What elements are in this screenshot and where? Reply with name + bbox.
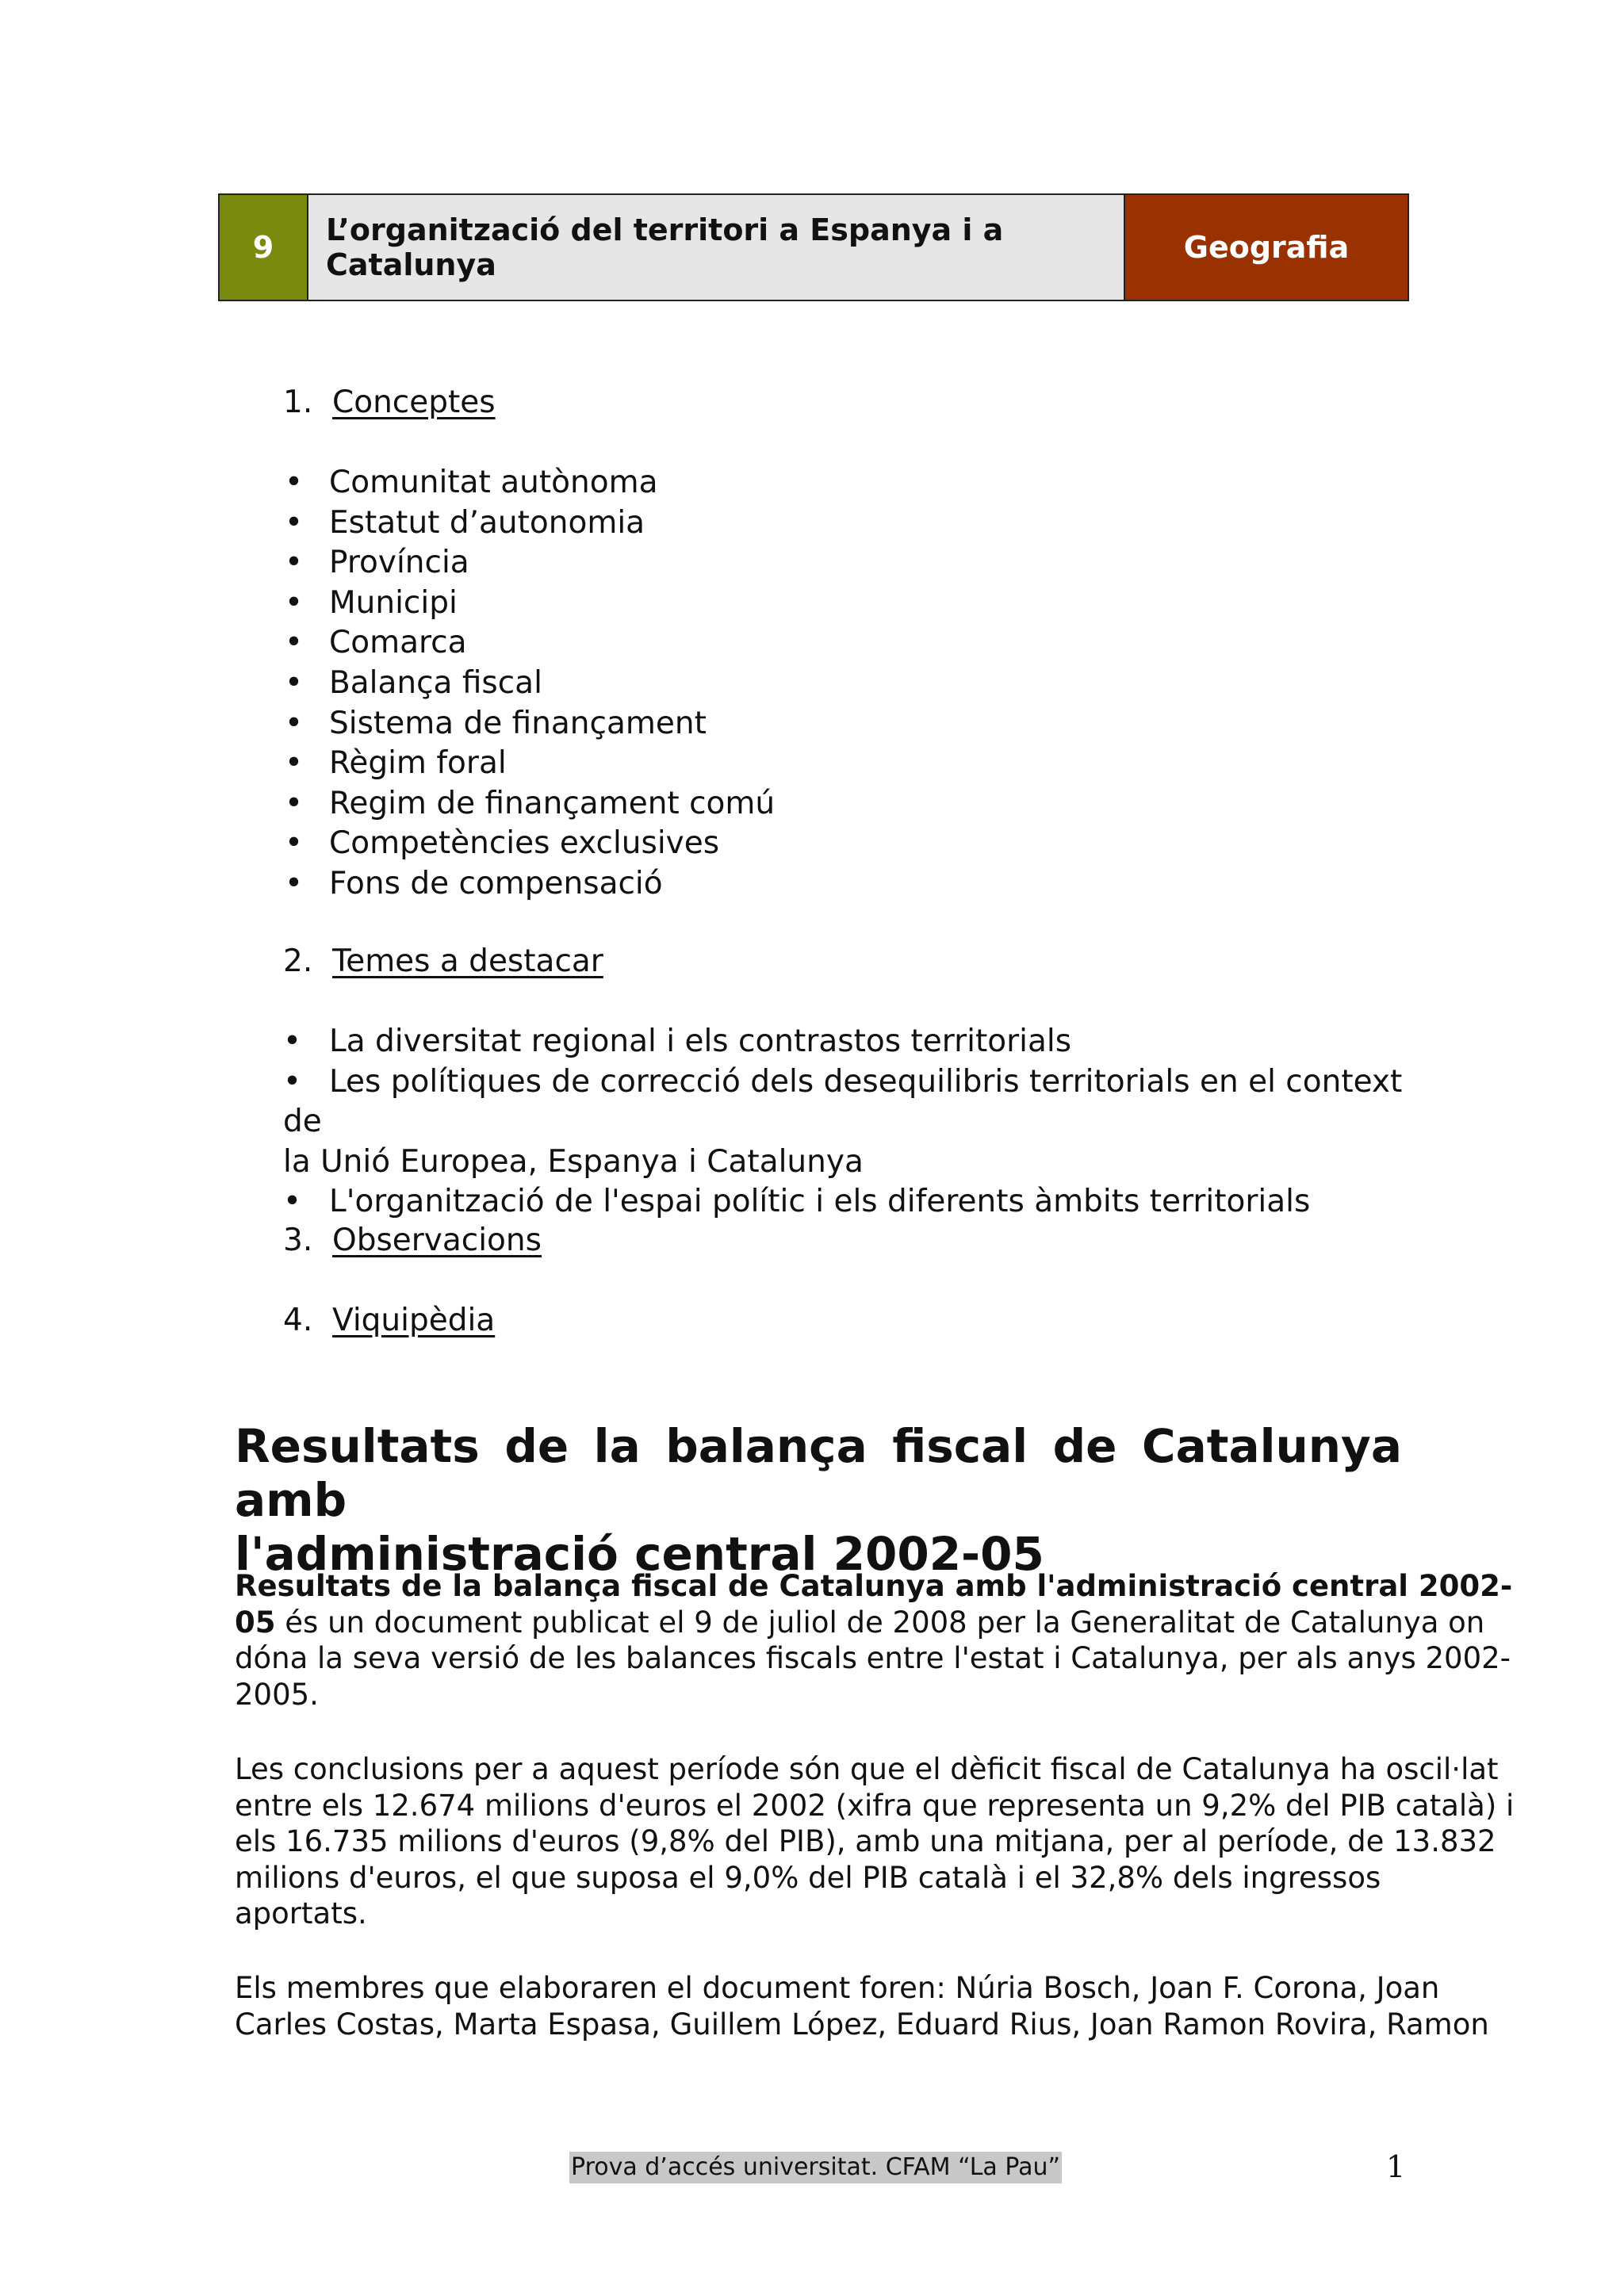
page-number: 1	[1386, 2149, 1406, 2184]
section-title[interactable]: Conceptes	[332, 385, 496, 420]
article-paragraph-3: Els membres que elaboraren el document foren: Núria Bosch, Joan F. Corona, Joan Carles Costas, Marta Espasa, Guillem López, Eduard Rius, Joan Ramon Rovira, Ramon	[235, 1971, 1489, 2042]
section-heading-observations	[283, 1221, 542, 1261]
section-number: 4.	[283, 1303, 313, 1338]
list-item: • Les polítiques de correcció dels desequilibris territorials en el context de	[283, 1063, 1403, 1140]
list-item: • Regim de finançament comú	[283, 784, 775, 825]
article-paragraph-1: Resultats de la balança fiscal de Catalunya amb l'administració central 2002- 05 és un document publicat el 9 de juliol de 2008 per la Generalitat de Catalunya on dóna la seva versió de les balances fiscals entre l'estat i Catalunya, per als anys 2002- 2005.	[235, 1569, 1513, 1712]
list-item: • Fons de compensació	[283, 864, 775, 905]
section-title[interactable]: Viquipèdia	[332, 1303, 496, 1338]
list-item: • Província	[283, 543, 775, 584]
list-item: • Règim foral	[283, 744, 775, 784]
themes-list	[283, 1022, 1409, 1223]
list-item: • Comarca	[283, 623, 775, 664]
list-item: • Municipi	[283, 584, 775, 624]
list-item: • Competències exclusives	[283, 824, 775, 864]
section-title[interactable]: Temes a destacar	[332, 943, 603, 979]
section-number: 2.	[283, 943, 313, 979]
chapter-number: 9	[220, 195, 308, 300]
section-title[interactable]: Observacions	[332, 1223, 542, 1258]
chapter-header	[218, 193, 1409, 301]
list-item: • L'organització de l'espai polític i els diferents àmbits territorials	[283, 1184, 1311, 1220]
chapter-title: L’organització del territori a Espanya i a Catalunya	[308, 195, 1125, 300]
section-number: 3.	[283, 1223, 313, 1258]
subject-label: Geografia	[1125, 195, 1408, 300]
list-item-continuation: la Unió Europea, Espanya i Catalunya	[283, 1143, 864, 1180]
list-item: • Estatut d’autonomia	[283, 503, 775, 544]
section-number: 1.	[283, 385, 313, 420]
footer-text: Prova d’accés universitat. CFAM “La Pau”	[569, 2152, 1062, 2183]
list-item: • La diversitat regional i els contrastos territorials	[283, 1024, 1072, 1059]
article-heading: Resultats de la balança fiscal de Catalunya amb l'administració central 2002-05	[235, 1419, 1402, 1581]
section-heading-concepts	[283, 383, 496, 423]
list-item: • Balança fiscal	[283, 664, 775, 704]
article-paragraph-2: Les conclusions per a aquest període són que el dèficit fiscal de Catalunya ha oscil·lat entre els 12.674 milions d'euros el 2002 (xifra que representa un 9,2% del PIB català) i els 16.735 milions d'euros (9,8% del PIB), amb una mitjana, per al període, de 13.832 milions d'euros, el que suposa el 9,0% del PIB català i el 32,8% dels ingressos aportats.	[235, 1752, 1515, 1931]
list-item: • Sistema de finançament	[283, 704, 775, 744]
section-heading-themes	[283, 942, 603, 982]
concepts-list	[283, 463, 775, 905]
list-item: • Comunitat autònoma	[283, 463, 775, 503]
section-heading-wikipedia	[283, 1301, 495, 1341]
